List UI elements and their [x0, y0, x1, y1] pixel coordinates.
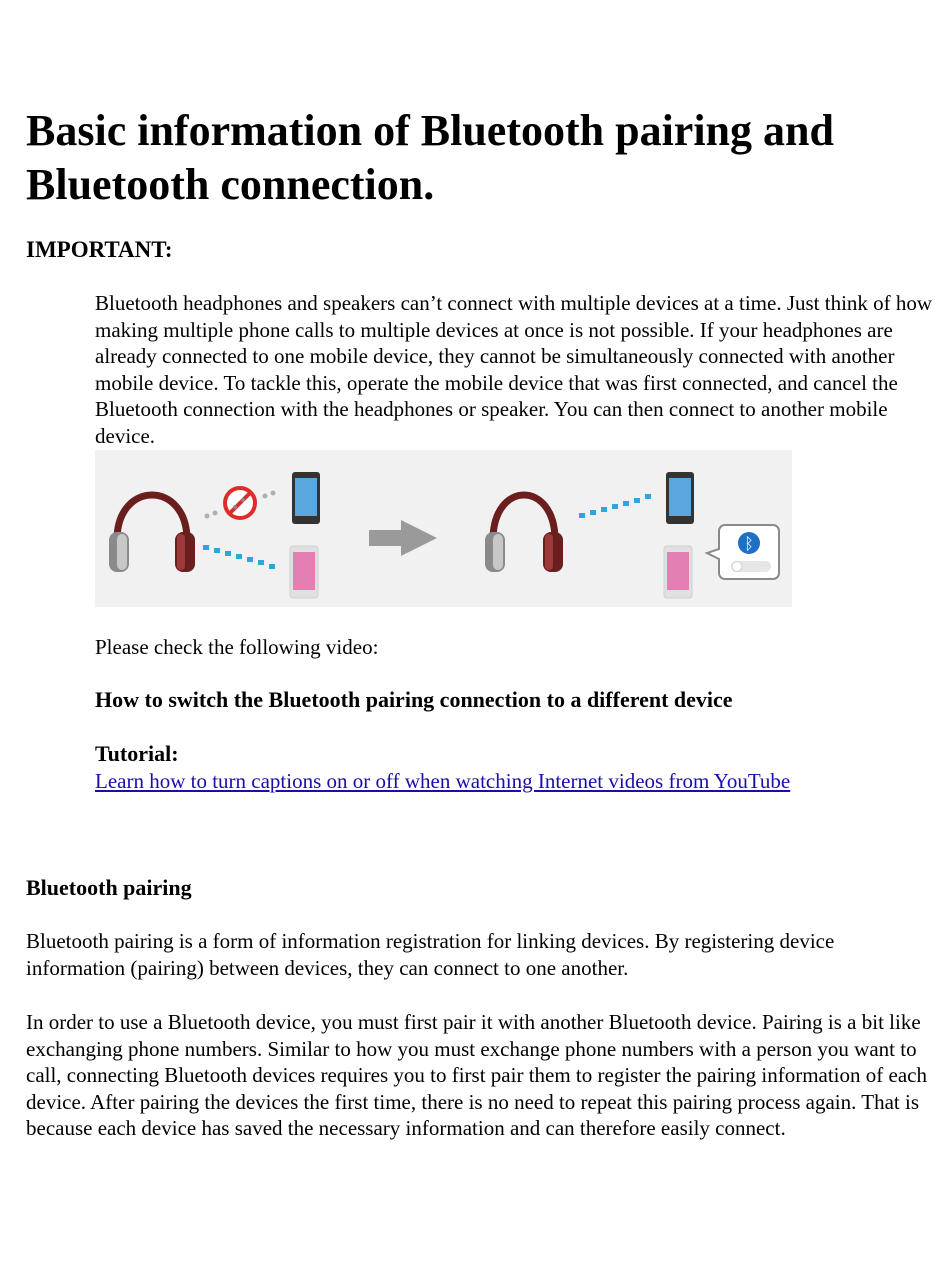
pairing-paragraph-1: Bluetooth pairing is a form of information registration for linking devices. By registering device information (pairing) between devices, they can connect to one another.: [26, 929, 835, 980]
important-text: Bluetooth headphones and speakers can’t connect with multiple devices at a time. Just think of how making multiple phone calls to multiple devices at once is not possible. If your headphones are already connected to one mobile device, they cannot be simultaneously connected with another mobile device. To tackle this, operate the mobile device that was first connected, and cancel the Bluetooth connection with the headphones or speaker. You can then connect to another mobile device.: [95, 291, 933, 448]
tutorial-label: Tutorial:: [95, 741, 179, 766]
arrow-right-icon: [369, 520, 437, 556]
bluetooth-switch-illustration: [95, 450, 792, 607]
phone-icon-top-right: [666, 472, 694, 524]
headphones-icon-left: [109, 495, 195, 572]
video-intro-text: Please check the following video:: [95, 635, 379, 659]
bluetooth-settings-bubble: [707, 525, 779, 579]
video-title: How to switch the Bluetooth pairing connection to a different device: [95, 687, 733, 712]
pairing-heading: Bluetooth pairing: [26, 875, 192, 900]
headphones-icon-right: [485, 495, 563, 572]
pairing-paragraph-2: In order to use a Bluetooth device, you must first pair it with another Bluetooth device. Pairing is a bit like exchanging phone numbers. Similar to how you must exchange phone numbers with a person you want to call, connecting Bluetooth devices requires you to first pair them to register the pairing information of each device. After pairing the devices the first time, there is no need to repeat this pairing process again. That is because each device has saved the necessary information and can therefore easily connect.: [26, 1010, 927, 1141]
no-connection-icon: [225, 488, 255, 518]
page-title: Basic information of Bluetooth pairing and Bluetooth connection.: [26, 106, 834, 209]
bluetooth-symbol: ᛒ: [744, 534, 754, 553]
phone-icon-bottom-left: [290, 546, 318, 598]
tutorial-link[interactable]: Learn how to turn captions on or off when watching Internet videos from YouTube: [95, 769, 791, 793]
important-label: IMPORTANT:: [26, 237, 173, 262]
active-signal-left: [203, 545, 275, 569]
phone-icon-top-left: [292, 472, 320, 524]
active-signal-right: [579, 494, 651, 518]
phone-icon-bottom-right: [664, 546, 692, 598]
